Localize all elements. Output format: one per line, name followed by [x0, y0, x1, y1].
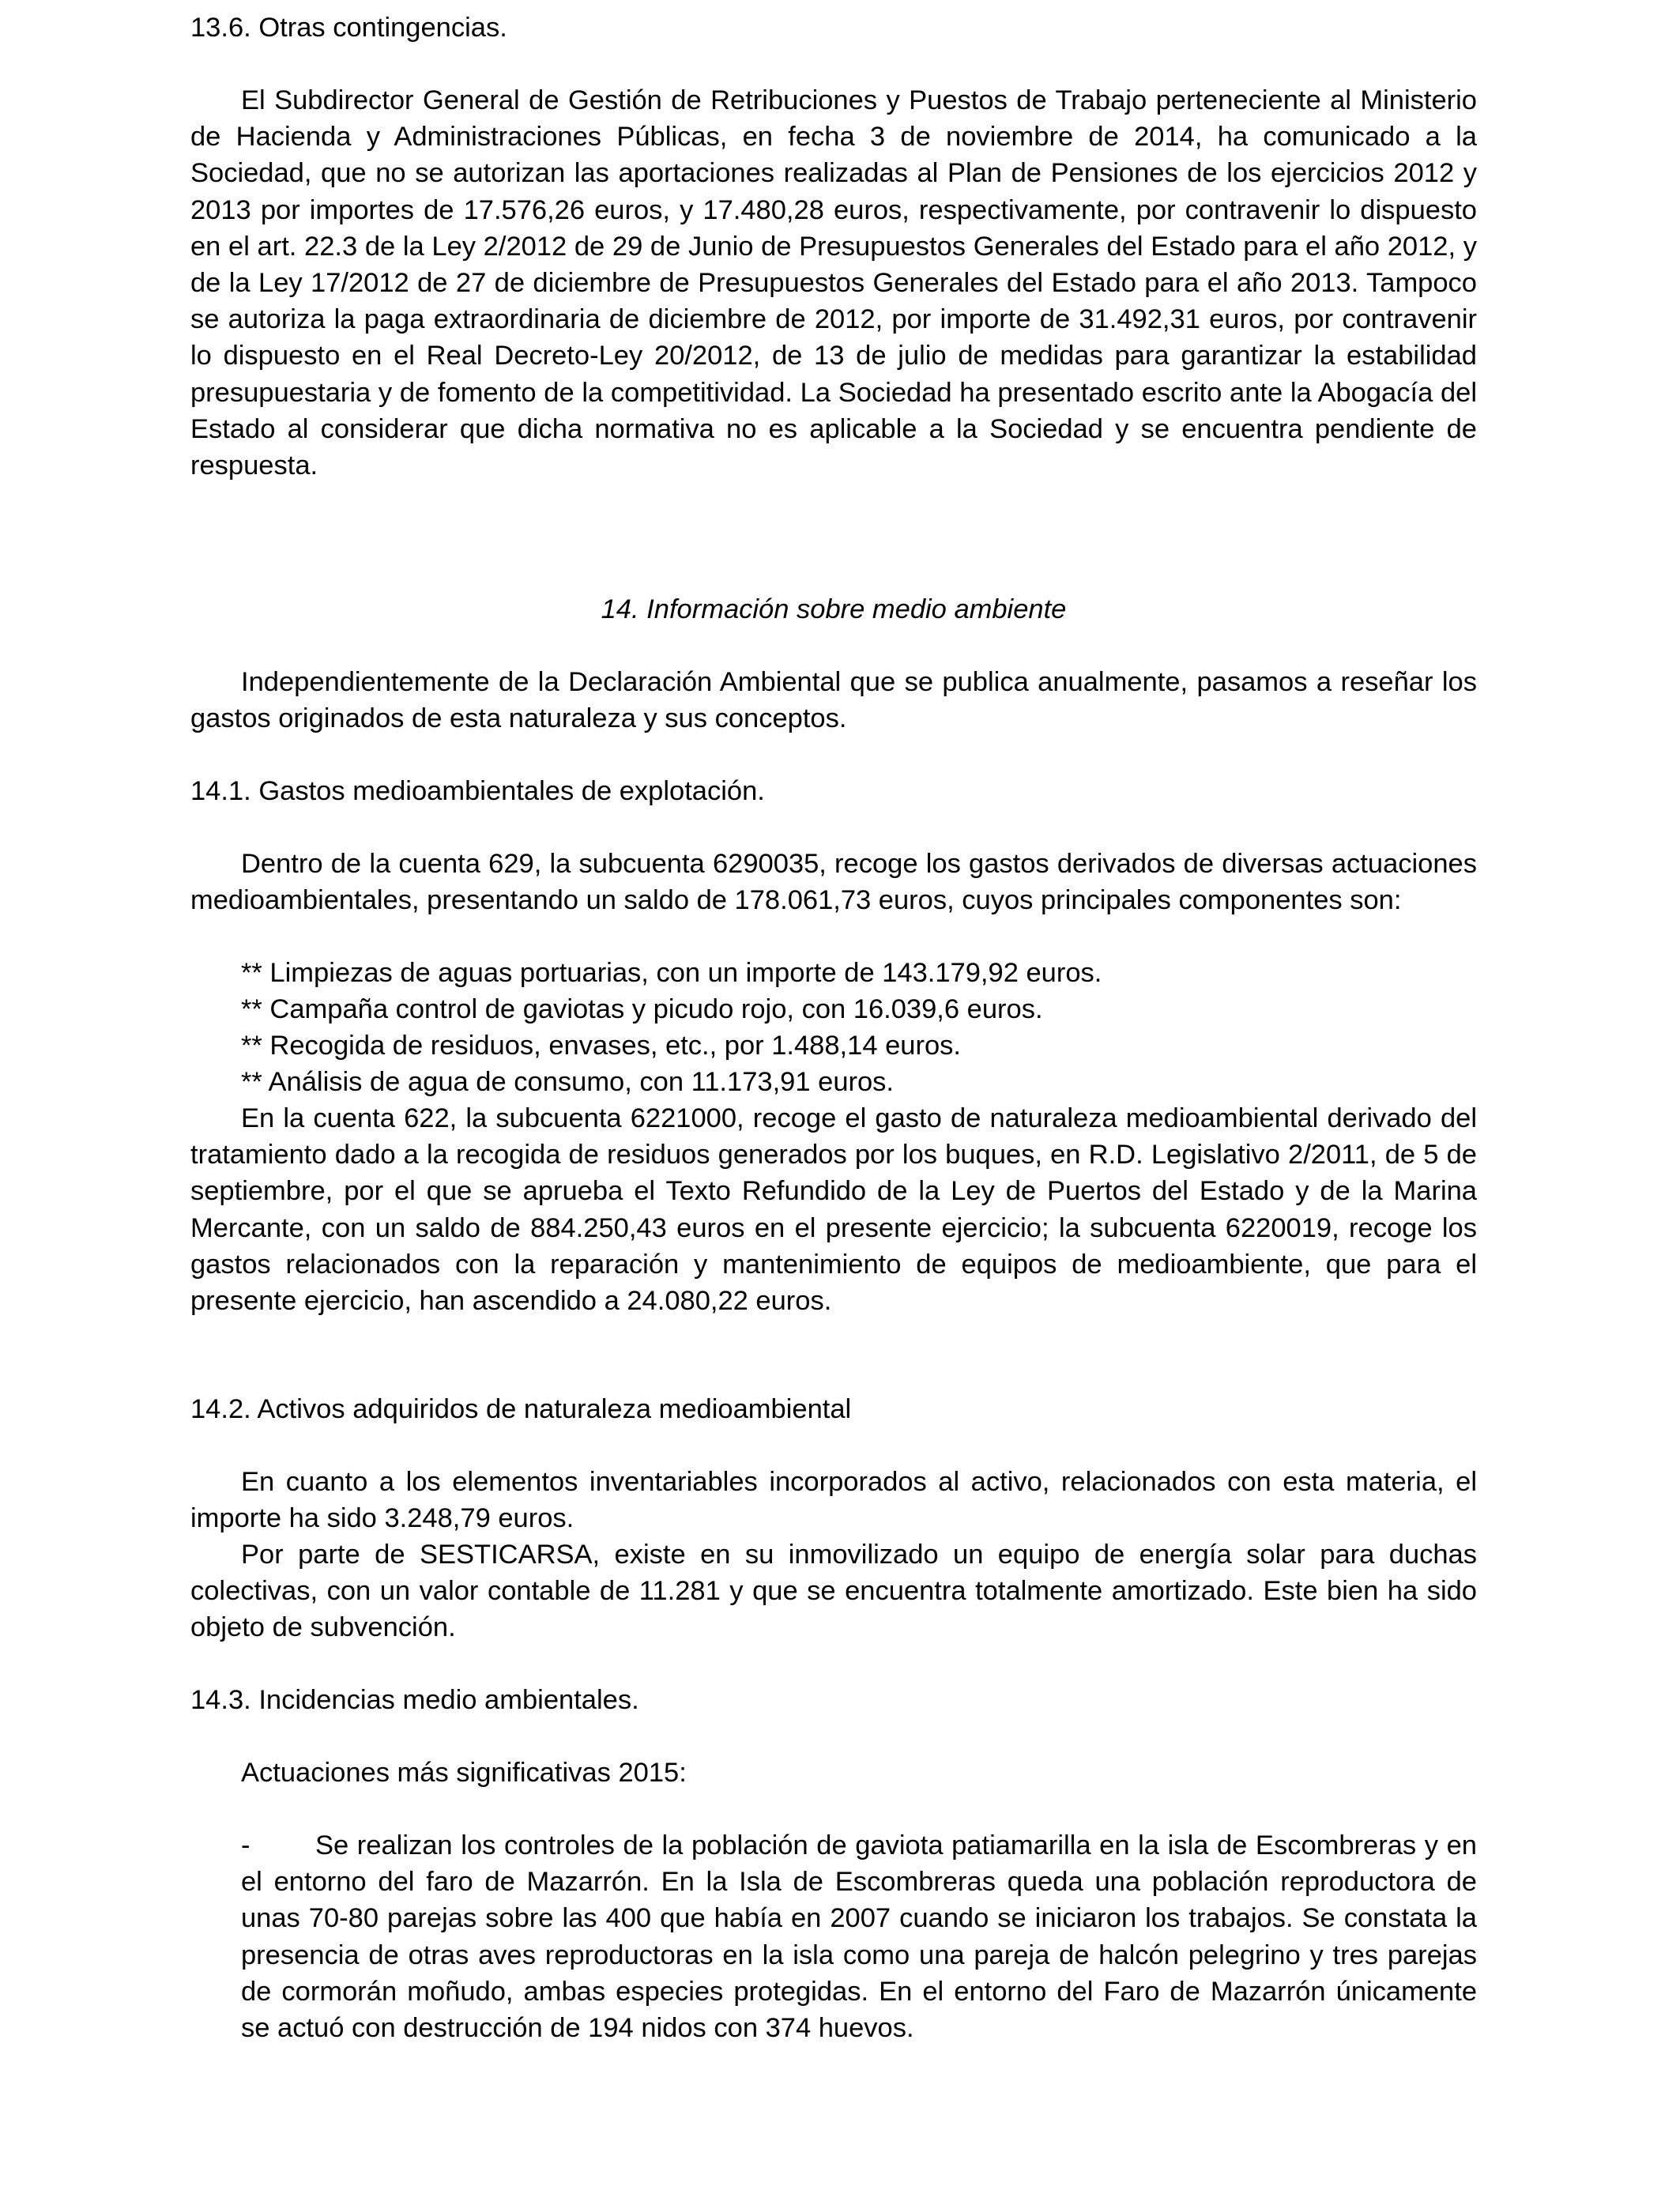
section-14-1-heading: 14.1. Gastos medioambientales de explotación.: [190, 776, 765, 806]
section-14-1-paragraph-2: En la cuenta 622, la subcuenta 6221000, recoge el gasto de naturaleza medioambiental derivado del tratamiento dado a la recogida de residuos generados por los buques, en R.D. Legislativo 2/2011, de 5 de septiembre, por el que se aprueba el Texto Refundido de la Ley de Puertos del Estado y de la Marina Mercante, con un saldo de 884.250,43 euros en el presente ejercicio; la subcuenta 6220019, recoge los gastos relacionados con la reparación y mantenimiento de equipos de medioambiente, que para el presente ejercicio, han ascendido a 24.080,22 euros.: [190, 1103, 1477, 1317]
section-14-3-bullet: [190, 1827, 1477, 2046]
bullet-dash: -: [241, 1830, 250, 1860]
section-14-2-paragraph: En cuanto a los elementos inventariables incorporados al activo, relacionados con esta materia, el importe ha sido 3.248,79 euros.: [190, 1467, 1477, 1534]
section-13-6-heading: 13.6. Otras contingencias.: [190, 13, 507, 43]
list-item-limpiezas: ** Limpiezas de aguas portuarias, con un importe de 143.179,92 euros.: [241, 958, 1102, 988]
section-13-6-paragraph: El Subdirector General de Gestión de Retribuciones y Puestos de Trabajo perteneciente al Ministerio de Hacienda y Administraciones Públicas, en fecha 3 de noviembre de 2014, ha comunicado a la Sociedad, que no se autorizan las aportaciones realizadas al Plan de Pensiones de los ejercicios 2012 y 2013 por importes de 17.576,26 euros, y 17.480,28 euros, respectivamente, por contravenir lo dispuesto en el art. 22.3 de la Ley 2/2012 de 29 de Junio de Presupuestos Generales del Estado para el año 2012, y de la Ley 17/2012 de 27 de diciembre de Presupuestos Generales del Estado para el año 2013. Tampoco se autoriza la paga extraordinaria de diciembre de 2012, por importe de 31.492,31 euros, por contravenir lo dispuesto en el Real Decreto-Ley 20/2012, de 13 de julio de medidas para garantizar la estabilidad presupuestaria y de fomento de la competitividad. La Sociedad ha presentado escrito ante la Abogacía del Estado al considerar que dicha normativa no es aplicable a la Sociedad y se encuentra pendiente de respuesta.: [190, 85, 1477, 481]
bullet-text: Se realizan los controles de la población de gaviota patiamarilla en la isla de Escombreras y en el entorno del faro de Mazarrón. En la Isla de Escombreras queda una población reproductora de unas 70-80 parejas sobre las 400 que había en 2007 cuando se iniciaron los trabajos. Se constata la presencia de otras aves reproductoras en la isla como una pareja de halcón pelegrino y tres parejas de cormorán moñudo, ambas especies protegidas. En el entorno del Faro de Mazarrón únicamente se actuó con destrucción de 194 nidos con 374 huevos.: [241, 1830, 1477, 2044]
section-14-intro: Independientemente de la Declaración Ambiental que se publica anualmente, pasamos a reseñar los gastos originados de esta naturaleza y sus conceptos.: [190, 667, 1477, 734]
section-14-title: 14. Información sobre medio ambiente: [601, 594, 1067, 624]
section-14-1-paragraph: Dentro de la cuenta 629, la subcuenta 6290035, recoge los gastos derivados de diversas actuaciones medioambientales, presentando un saldo de 178.061,73 euros, cuyos principales componentes son:: [190, 849, 1477, 916]
section-14-2-heading: 14.2. Activos adquiridos de naturaleza medioambiental: [190, 1394, 852, 1424]
list-item-residuos: ** Recogida de residuos, envases, etc., por 1.488,14 euros.: [241, 1031, 961, 1061]
list-item-gaviotas: ** Campaña control de gaviotas y picudo rojo, con 16.039,6 euros.: [241, 994, 1043, 1024]
list-item-agua: ** Análisis de agua de consumo, con 11.173,91 euros.: [241, 1067, 895, 1097]
section-14-2-paragraph-2: Por parte de SESTICARSA, existe en su inmovilizado un equipo de energía solar para duchas colectivas, con un valor contable de 11.281 y que se encuentra totalmente amortizado. Este bien ha sido objeto de subvención.: [190, 1540, 1477, 1643]
section-14-3-heading: 14.3. Incidencias medio ambientales.: [190, 1685, 639, 1715]
section-14-3-subheading: Actuaciones más significativas 2015:: [241, 1758, 687, 1788]
